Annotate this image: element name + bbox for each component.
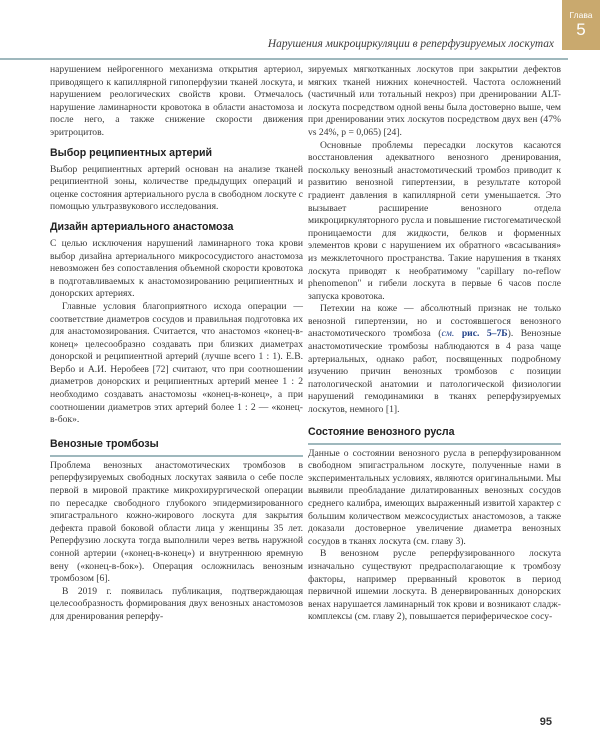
header-rule — [0, 58, 568, 60]
running-head-title: Нарушения микроциркуляции в реперфузируемых лоскутах — [267, 38, 554, 50]
right-paragraph-3 — [308, 303, 561, 416]
heading-arterial-anastomosis-design: Дизайн артериального анастомоза — [50, 220, 234, 233]
left-column — [50, 64, 303, 624]
chapter-label: Глава — [569, 10, 593, 20]
right-paragraph-2: Основные проблемы пересадки лоскутов касаются восстановления адекватного венозного дренирования, поскольку венозный анастомотический тромбоз приводит к развитию венозной гипертензии, в результате которой градиент давления в капиллярной сети уменьшается. Это вызывает расширение венозного отдела микроциркуляторного русла и повышение гистогематической проницаемости для жидкости, белков и форменных элементов крови с нарушением их обратного «всасывания» из межклеточного пространства. Такие нарушения в тканях лоскута приводят к необратимому "capillary no-reflow phenomenon" и гибели лоскута в первые 6 часов после запуска кровотока. — [308, 139, 561, 302]
section-rule — [308, 443, 561, 445]
figure-reference-prefix: см. — [441, 328, 455, 340]
figure-reference[interactable] — [442, 328, 508, 339]
chapter-tab — [562, 0, 600, 50]
chapter-number: 5 — [576, 20, 586, 39]
right-paragraph-1: зируемых мягкотканных лоскутов при закрытии дефектов мягких тканей нижних конечностей. Частота осложнений (частичный или тотальный некроз) при дренировании ALT-лоскута посредством одной вены была достоверно выше, чем при дренировании этих лоскутов посредством двух вен (47% vs 24%, p = 0,065) [24]. — [308, 64, 561, 138]
paragraph-3-text-a: Петехии на коже — абсолютный признак не только венозной гипертензии, но и состоявшегося венозного анастомотического тромбоза ( — [308, 303, 561, 340]
heading-venous-bed-condition: Состояние венозного русла — [308, 425, 455, 438]
left-paragraph-4: Главные условия благоприятного исхода операции — соответствие диаметров сосудов и правильная подготовка их для анастомозирования. Считается, что анастомоз «конец-в-конец» целесообразно создавать при близких диаметрах донорской и реципиентной артерий (лучше всего 1 : 1). Е.В. Вербо и А.И. Неробеев [72] считают, что при соотношении диаметров донорских и реципиентных артерий менее 1 : 2 необходимо создавать анастомозы «конец-в-конец», а при соотношении диаметров этих артерий более 1 : 2 — «конец-в-бок». — [50, 300, 303, 426]
right-paragraph-5: В венозном русле реперфузированного лоскута изначально существуют предрасполагающие к тромбозу факторы, например прерванный кровоток в период первичной ишемии лоскута. В денервированных донорских венах нарушается ламинарный ток крови и возникают сладж-комплексы (см. главу 2), повышается периферическое сосу- — [308, 548, 561, 623]
section-rule — [50, 455, 303, 457]
left-paragraph-2: Выбор реципиентных артерий основан на анализе тканей реципиентной зоны, количестве предыдущих операций и оценке состояния артериального русла в свободном лоскуте с помощью ультразвукового исследования. — [50, 163, 303, 213]
page-number: 95 — [539, 716, 552, 728]
paragraph-3-text-b: ). Венозные анастомотические тромбозы наблюдаются в 4 раза чаще артериальных, однако работ, посвященных подробному изучению причин венозных тромбозов с позиции патологической анатомии и патологической физиологии нарушений гемодинамики в тканях реперфузируемых лоскутов, немного [1]. — [308, 328, 561, 416]
left-paragraph-1: нарушением нейрогенного механизма открытия артериол, приводящего к капиллярной гипоперфузии тканей лоскута, и нарушением реологических свойств крови. Отмечалось нарушение ламинарности кровотока в области анастомоза и после него, а также снижение скорости движения эритроцитов. — [50, 64, 303, 138]
heading-venous-thrombosis: Венозные тромбозы — [50, 437, 159, 450]
left-paragraph-6: В 2019 г. появилась публикация, подтверждающая целесообразность формирования двух венозных анастомозов для дренирования реперфу- — [50, 585, 303, 622]
right-paragraph-4: Данные о состоянии венозного русла в реперфузированном свободном эпигастральном лоскуте, полученные нами в экспериментальных условиях, являются оригинальными. Мы выявили преобладание дилатированных венозных сосудов среднего калибра, имеющих выраженный извитой характер с большим количеством межсосудистых анастомозов, а также доказали достоверное увеличение диаметра венозных сосудов в тканях лоскута (см. главу 3). — [308, 447, 561, 547]
right-column — [308, 64, 561, 624]
left-paragraph-5: Проблема венозных анастомотических тромбозов в реперфузируемых свободных лоскутах заявила о себе после первой в мировой практике микрохирургической операции по пересадке свободного глубокого эпидермизированного эпигастрального кожно-жирового лоскута для закрытия дефекта правой боковой области лица у женщины 35 лет. Реперфузию лоскута тогда выполнили через ветвь наружной сонной артерии («конец-в-конец») и внутреннюю яремную вену («конец-в-бок»). Операция осложнилась венозным тромбозом [6]. — [50, 459, 303, 585]
heading-recipient-arteries: Выбор реципиентных артерий — [50, 146, 212, 159]
figure-reference-number: рис. 5–7Б — [461, 328, 508, 340]
left-paragraph-3: С целью исключения нарушений ламинарного тока крови выбор дизайна артериального микрососудистого анастомоза невозможен без сопоставления объемной скорости кровотока в подготавливаемых к анастомозированию реципиентных и донорских артериях. — [50, 237, 303, 300]
